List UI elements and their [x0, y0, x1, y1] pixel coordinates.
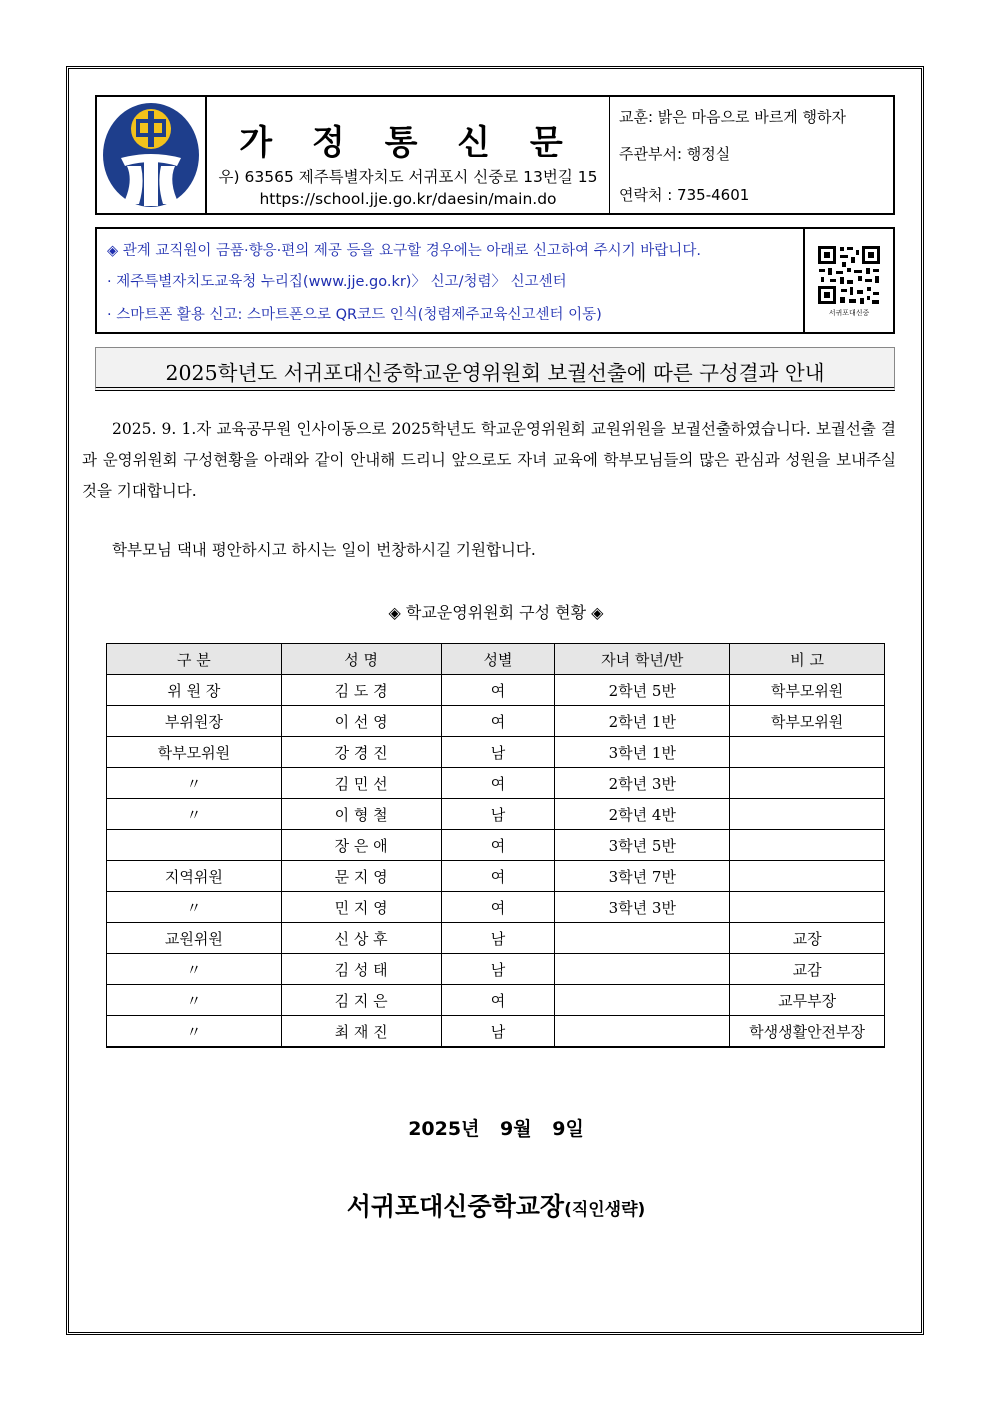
table-row	[107, 954, 885, 985]
cell-name: 신 상 후	[281, 923, 441, 954]
seal-omitted-note: (직인생략)	[564, 1200, 646, 1220]
cell-category: 〃	[107, 954, 282, 985]
cell-remarks	[730, 892, 885, 923]
table-row	[107, 985, 885, 1016]
table-row	[107, 799, 885, 830]
cell-gender: 여	[441, 985, 555, 1016]
header-category: 구 분	[107, 644, 282, 675]
cell-remarks	[730, 737, 885, 768]
header-grade-class: 자녀 학년/반	[555, 644, 730, 675]
cell-grade-class	[555, 954, 730, 985]
notice-title: 2025학년도 서귀포대신중학교운영위원회 보궐선출에 따른 구성결과 안내	[165, 361, 825, 385]
table-row	[107, 768, 885, 799]
cell-gender: 남	[441, 799, 555, 830]
cell-category: 지역위원	[107, 861, 282, 892]
school-emblem-icon	[101, 100, 201, 210]
cell-grade-class: 2학년 4반	[555, 799, 730, 830]
cell-remarks: 교무부장	[730, 985, 885, 1016]
table-row	[107, 830, 885, 861]
notice-line-1: ◈ 관계 교직원이 금품·향응·편의 제공 등을 요구할 경우에는 아래로 신고하여 주시기 바랍니다.	[107, 243, 701, 259]
cell-remarks: 교감	[730, 954, 885, 985]
cell-gender: 남	[441, 954, 555, 985]
newsletter-header	[95, 95, 895, 215]
cell-gender: 여	[441, 768, 555, 799]
table-header-row	[107, 644, 885, 675]
cell-category: 부위원장	[107, 706, 282, 737]
cell-category: 〃	[107, 799, 282, 830]
table-row	[107, 737, 885, 768]
cell-gender: 남	[441, 1016, 555, 1048]
table-row	[107, 923, 885, 954]
report-notice-box	[95, 227, 895, 334]
section-title: ◈ 학교운영위원회 구성 현황 ◈	[388, 603, 604, 622]
header-gender: 성별	[441, 644, 555, 675]
table-row	[107, 892, 885, 923]
cell-category: 〃	[107, 768, 282, 799]
cell-remarks	[730, 768, 885, 799]
cell-category: 〃	[107, 985, 282, 1016]
cell-gender: 여	[441, 706, 555, 737]
cell-gender: 여	[441, 675, 555, 706]
cell-grade-class: 3학년 3반	[555, 892, 730, 923]
cell-grade-class: 2학년 1반	[555, 706, 730, 737]
notice-title-banner	[95, 347, 895, 391]
cell-category: 학부모위원	[107, 737, 282, 768]
table-row	[107, 675, 885, 706]
cell-grade-class: 3학년 1반	[555, 737, 730, 768]
committee-table	[106, 643, 885, 1048]
cell-gender: 남	[441, 737, 555, 768]
newsletter-title: 가 정 통 신 문	[239, 123, 577, 163]
notice-line-2: · 제주특별자치도교육청 누리집(www.jje.go.kr)〉 신고/청렴〉 신고센터	[107, 274, 567, 290]
cell-gender: 여	[441, 861, 555, 892]
cell-remarks: 학부모위원	[730, 675, 885, 706]
cell-name: 김 지 은	[281, 985, 441, 1016]
cell-remarks	[730, 799, 885, 830]
cell-grade-class	[555, 923, 730, 954]
cell-category: 〃	[107, 892, 282, 923]
cell-name: 강 경 진	[281, 737, 441, 768]
header-name: 성 명	[281, 644, 441, 675]
signatory-name: 서귀포대신중학교장	[346, 1192, 565, 1221]
cell-category	[107, 830, 282, 861]
cell-remarks: 학부모위원	[730, 706, 885, 737]
table-row	[107, 1016, 885, 1048]
department: 주관부서: 행정실	[619, 145, 731, 163]
body-paragraph-1: 2025. 9. 1.자 교육공무원 인사이동으로 2025학년도 학교운영위원회 교원위원을 보궐선출하였습니다. 보궐선출 결과 운영위원회 구성현황을 아래와 같이 안내해 드리니 앞으로도 자녀 교육에 학부모님들의 많은 관심과 성원을 보내주실 것을 기대합니다.	[82, 420, 896, 500]
cell-gender: 남	[441, 923, 555, 954]
cell-remarks: 학생생활안전부장	[730, 1016, 885, 1048]
school-address: 우) 63565 제주특별자치도 서귀포시 신중로 13번길 15	[218, 168, 598, 186]
cell-grade-class: 2학년 3반	[555, 768, 730, 799]
school-url: https://school.jje.go.kr/daesin/main.do	[259, 190, 557, 208]
issue-date: 2025년 9월 9일	[408, 1118, 584, 1140]
table-row	[107, 861, 885, 892]
cell-name: 김 도 경	[281, 675, 441, 706]
table-row	[107, 706, 885, 737]
header-remarks: 비 고	[730, 644, 885, 675]
cell-grade-class	[555, 1016, 730, 1048]
cell-remarks	[730, 830, 885, 861]
cell-name: 이 형 철	[281, 799, 441, 830]
qr-caption: 서귀포대신중	[828, 308, 870, 317]
cell-name: 장 은 애	[281, 830, 441, 861]
cell-name: 최 재 진	[281, 1016, 441, 1048]
cell-name: 민 지 영	[281, 892, 441, 923]
info-cell	[615, 97, 895, 213]
cell-name: 김 민 선	[281, 768, 441, 799]
title-cell	[207, 97, 610, 213]
cell-category: 교원위원	[107, 923, 282, 954]
qr-code-icon	[816, 244, 882, 306]
contact-number: 연락처 : 735-4601	[619, 186, 750, 204]
notice-line-3: · 스마트폰 활용 신고: 스마트폰으로 QR코드 인식(청렴제주교육신고센터 이동)	[107, 307, 602, 323]
school-motto: 교훈: 밝은 마음으로 바르게 행하자	[619, 108, 846, 126]
cell-category: 〃	[107, 1016, 282, 1048]
cell-grade-class	[555, 985, 730, 1016]
signature-block	[0, 1187, 992, 1223]
cell-remarks	[730, 861, 885, 892]
cell-category: 위 원 장	[107, 675, 282, 706]
school-logo	[97, 97, 207, 213]
body-paragraph-2: 학부모님 댁내 평안하시고 하시는 일이 번창하시길 기원합니다.	[112, 541, 536, 559]
cell-name: 문 지 영	[281, 861, 441, 892]
cell-name: 김 성 태	[281, 954, 441, 985]
cell-grade-class: 3학년 5반	[555, 830, 730, 861]
qr-code-cell	[803, 229, 893, 332]
cell-grade-class: 3학년 7반	[555, 861, 730, 892]
cell-name: 이 선 영	[281, 706, 441, 737]
cell-gender: 여	[441, 892, 555, 923]
cell-gender: 여	[441, 830, 555, 861]
cell-grade-class: 2학년 5반	[555, 675, 730, 706]
cell-remarks: 교장	[730, 923, 885, 954]
